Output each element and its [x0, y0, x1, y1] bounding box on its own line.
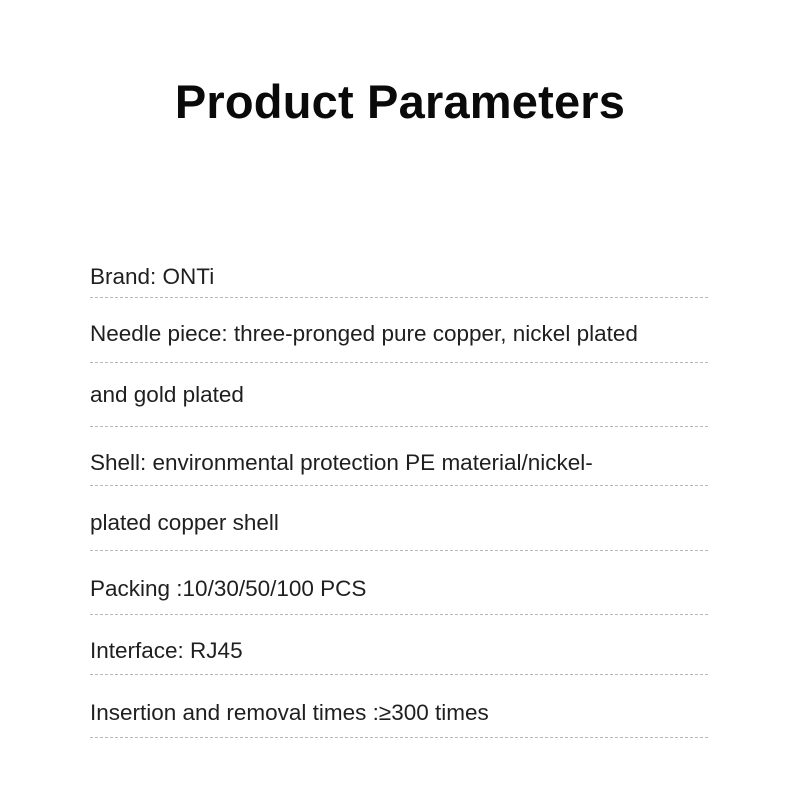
param-line-insertion-removal: Insertion and removal times :≥300 times — [90, 700, 489, 725]
param-line-needle-piece: Needle piece: three-pronged pure copper, nickel plated — [90, 321, 638, 346]
divider — [90, 674, 708, 675]
divider — [90, 614, 708, 615]
divider — [90, 550, 708, 551]
divider — [90, 297, 708, 298]
param-line-brand: Brand: ONTi — [90, 264, 215, 289]
param-line-needle-piece-cont: and gold plated — [90, 382, 244, 407]
param-line-shell-cont: plated copper shell — [90, 510, 279, 535]
divider — [90, 485, 708, 486]
param-line-packing: Packing :10/30/50/100 PCS — [90, 576, 367, 601]
divider — [90, 426, 708, 427]
param-line-shell: Shell: environmental protection PE material/nickel- — [90, 450, 593, 475]
divider — [90, 362, 708, 363]
param-line-interface: Interface: RJ45 — [90, 638, 243, 663]
divider — [90, 737, 708, 738]
page-title: Product Parameters — [174, 75, 626, 128]
